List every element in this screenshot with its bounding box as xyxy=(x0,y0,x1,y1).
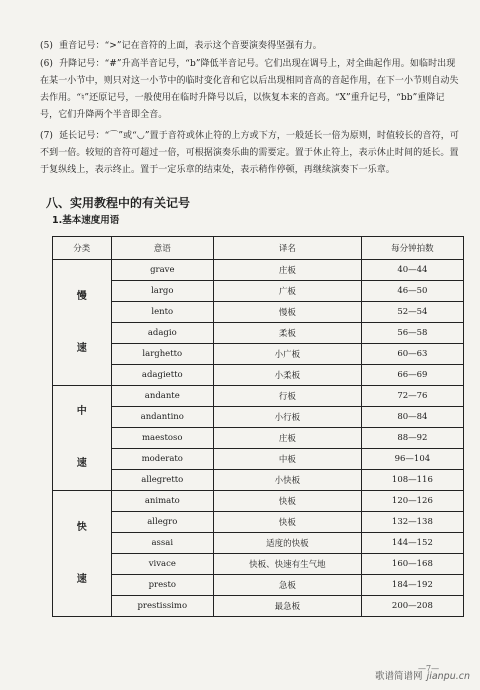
term-cell: maestoso xyxy=(111,428,214,449)
paragraph-accidentals: (6) 升降记号：“#”升高半音记号，“b”降低半音记号。它们出现在调号上，对全曲起作用。如临时出现在某一小节中，则只对这一小节中的临时变化音和它以后出现相同音高的音起作用，在下一小节则自动失去作用。“♮”还原记号，一般使用在临时升降号以后，以恢复本来的音高。“X”重升记号，“bb”重降记号，它们升降两个半音即全音。 xyxy=(40,59,459,120)
translation-cell: 小广板 xyxy=(214,344,362,365)
table-row xyxy=(53,344,464,365)
table-row xyxy=(53,281,464,302)
category-cell: 快 速 xyxy=(53,491,112,617)
table-row xyxy=(53,302,464,323)
term-cell: allegretto xyxy=(111,470,214,491)
bpm-cell: 184—192 xyxy=(361,575,463,596)
watermark-en: jianpu.cn xyxy=(426,671,470,682)
term-cell: andantino xyxy=(111,407,214,428)
table-row xyxy=(53,470,464,491)
term-cell: adagietto xyxy=(111,365,214,386)
term-cell: larghetto xyxy=(111,344,214,365)
table-row xyxy=(53,449,464,470)
watermark-cn: 歌谱简谱网 xyxy=(375,671,423,682)
translation-cell: 急板 xyxy=(214,575,362,596)
translation-cell: 小快板 xyxy=(214,470,362,491)
bpm-cell: 80—84 xyxy=(361,407,463,428)
bpm-cell: 132—138 xyxy=(361,512,463,533)
bpm-cell: 144—152 xyxy=(361,533,463,554)
translation-cell: 行板 xyxy=(214,386,362,407)
term-cell: largo xyxy=(111,281,214,302)
bpm-cell: 96—104 xyxy=(361,449,463,470)
translation-cell: 中板 xyxy=(214,449,362,470)
translation-cell: 快板 xyxy=(214,491,362,512)
sub-heading: 1.基本速度用语 xyxy=(52,215,120,226)
term-cell: allegro xyxy=(111,512,214,533)
table-row xyxy=(53,533,464,554)
header-bpm: 每分钟拍数 xyxy=(361,237,463,260)
term-cell: assai xyxy=(111,533,214,554)
table-row xyxy=(53,491,464,512)
translation-cell: 小行板 xyxy=(214,407,362,428)
table-body xyxy=(53,260,464,617)
term-cell: andante xyxy=(111,386,214,407)
bpm-cell: 88—92 xyxy=(361,428,463,449)
translation-cell: 小柔板 xyxy=(214,365,362,386)
term-cell: adagio xyxy=(111,323,214,344)
bpm-cell: 56—58 xyxy=(361,323,463,344)
paragraph-fermata: (7) 延长记号：“⌒”或“◡”置于音符或休止符的上方或下方，一般延长一倍为原则，时值较长的音符，可不到一倍。较短的音符可超过一倍，可根据演奏乐曲的需要定。置于休止符上，表示休止时间的延长。置于复纵线上，表示终止。置于一定乐章的结束处，表示稍作停顿，再继续演奏下一乐章。 xyxy=(40,131,459,175)
bpm-cell: 160—168 xyxy=(361,554,463,575)
bpm-cell: 60—63 xyxy=(361,344,463,365)
category-cell: 慢 速 xyxy=(53,260,112,386)
translation-cell: 快板、快速有生气地 xyxy=(214,554,362,575)
table-row xyxy=(53,260,464,281)
paragraph-accent: (5) 重音记号：“>”记在音符的上面，表示这个音要演奏得坚强有力。 xyxy=(40,41,322,51)
translation-cell: 最急板 xyxy=(214,596,362,617)
term-cell: animato xyxy=(111,491,214,512)
category-cell: 中 速 xyxy=(53,386,112,491)
table-row xyxy=(53,512,464,533)
header-translation: 译名 xyxy=(214,237,362,260)
bpm-cell: 72—76 xyxy=(361,386,463,407)
table-row xyxy=(53,386,464,407)
section-heading: 八、实用教程中的有关记号 xyxy=(46,196,191,210)
translation-cell: 庄板 xyxy=(214,260,362,281)
bpm-cell: 200—208 xyxy=(361,596,463,617)
translation-cell: 广板 xyxy=(214,281,362,302)
bpm-cell: 40—44 xyxy=(361,260,463,281)
term-cell: presto xyxy=(111,575,214,596)
table-row xyxy=(53,407,464,428)
bpm-cell: 120—126 xyxy=(361,491,463,512)
term-cell: lento xyxy=(111,302,214,323)
header-category: 分类 xyxy=(53,237,112,260)
table-row xyxy=(53,554,464,575)
table-row xyxy=(53,365,464,386)
table-header-row xyxy=(53,237,464,260)
translation-cell: 慢板 xyxy=(214,302,362,323)
header-italian: 意语 xyxy=(111,237,214,260)
bpm-cell: 66—69 xyxy=(361,365,463,386)
term-cell: moderato xyxy=(111,449,214,470)
translation-cell: 庄板 xyxy=(214,428,362,449)
bpm-cell: 108—116 xyxy=(361,470,463,491)
translation-cell: 柔板 xyxy=(214,323,362,344)
watermark xyxy=(375,668,470,682)
bpm-cell: 46—50 xyxy=(361,281,463,302)
page-number: —7— xyxy=(418,664,440,673)
translation-cell: 适度的快板 xyxy=(214,533,362,554)
bpm-cell: 52—54 xyxy=(361,302,463,323)
term-cell: grave xyxy=(111,260,214,281)
table-row xyxy=(53,428,464,449)
term-cell: vivace xyxy=(111,554,214,575)
tempo-table xyxy=(52,236,464,617)
term-cell: prestissimo xyxy=(111,596,214,617)
translation-cell: 快板 xyxy=(214,512,362,533)
table-row xyxy=(53,596,464,617)
table-row xyxy=(53,575,464,596)
table-row xyxy=(53,323,464,344)
